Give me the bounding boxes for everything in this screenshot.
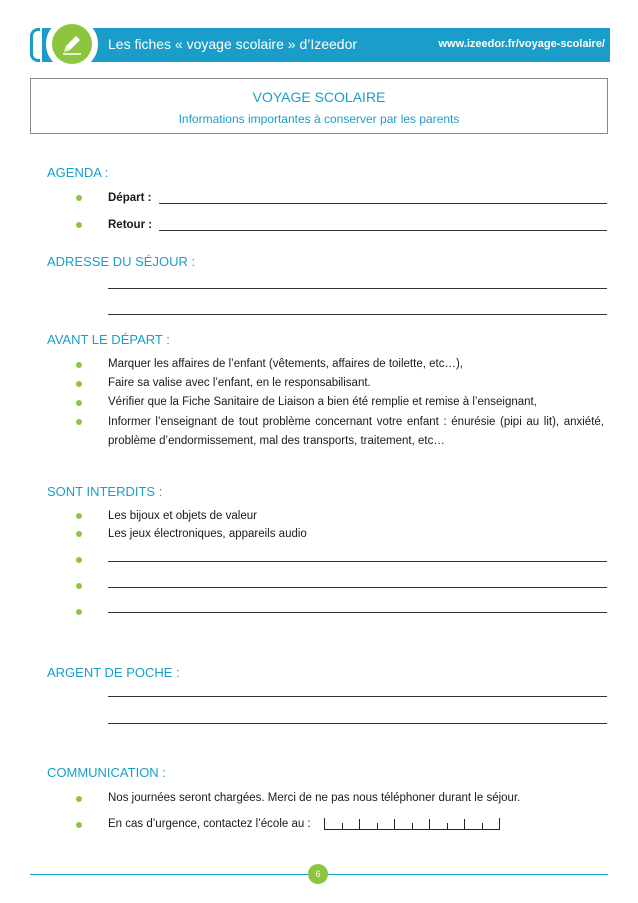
phone-digit-separator bbox=[482, 823, 483, 829]
section-pocket-money-title: ARGENT DE POCHE : bbox=[47, 665, 180, 680]
bullet-icon bbox=[76, 381, 82, 387]
list-item: Faire sa valise avec l’enfant, en le responsabilisant. bbox=[108, 377, 371, 389]
list-item: Marquer les affaires de l’enfant (vêtements, affaires de toilette, etc…), bbox=[108, 358, 463, 370]
section-address-title: ADRESSE DU SÉJOUR : bbox=[47, 254, 196, 269]
list-item: Nos journées seront chargées. Merci de ne pas nous téléphoner durant le séjour. bbox=[108, 792, 521, 804]
page-number: 6 bbox=[308, 864, 328, 884]
bullet-icon bbox=[76, 557, 82, 563]
list-item: En cas d’urgence, contactez l’école au : bbox=[108, 818, 311, 830]
section-agenda-title: AGENDA : bbox=[47, 165, 109, 180]
bullet-icon bbox=[76, 222, 82, 228]
departure-field[interactable] bbox=[159, 203, 607, 204]
bullet-icon bbox=[76, 419, 82, 425]
bullet-icon bbox=[76, 796, 82, 802]
phone-digit-separator bbox=[429, 819, 430, 829]
forbidden-field-line-1[interactable] bbox=[108, 561, 607, 562]
bullet-icon bbox=[76, 513, 82, 519]
return-label: Retour : bbox=[108, 219, 153, 231]
phone-digit-separator bbox=[342, 823, 343, 829]
document-subtitle: Informations importantes à conserver par les parents bbox=[178, 112, 460, 126]
phone-digit-separator bbox=[394, 819, 395, 829]
address-field-line-1[interactable] bbox=[108, 288, 607, 289]
list-item: Les bijoux et objets de valeur bbox=[108, 510, 257, 522]
return-field[interactable] bbox=[159, 230, 607, 231]
header-bracket bbox=[30, 28, 40, 62]
phone-digit-separator bbox=[447, 823, 448, 829]
logo-badge bbox=[52, 24, 92, 64]
phone-digit-separator bbox=[412, 823, 413, 829]
document-title: VOYAGE SCOLAIRE bbox=[252, 89, 386, 105]
departure-label: Départ : bbox=[108, 192, 152, 204]
forbidden-field-line-3[interactable] bbox=[108, 612, 607, 613]
header-title: Les fiches « voyage scolaire » d’Izeedor bbox=[108, 36, 358, 52]
pocket-money-field-line-1[interactable] bbox=[108, 696, 607, 697]
phone-digit-separator bbox=[377, 823, 378, 829]
list-item: Vérifier que la Fiche Sanitaire de Liaison a bien été remplie et remise à l’enseignant, bbox=[108, 396, 537, 408]
list-item: Les jeux électroniques, appareils audio bbox=[108, 528, 307, 540]
bullet-icon bbox=[76, 583, 82, 589]
pocket-money-field-line-2[interactable] bbox=[108, 723, 607, 724]
bullet-icon bbox=[76, 609, 82, 615]
pencil-icon bbox=[60, 32, 84, 56]
bullet-icon bbox=[76, 195, 82, 201]
phone-digit-separator bbox=[464, 819, 465, 829]
phone-number-field[interactable] bbox=[324, 818, 500, 830]
section-communication-title: COMMUNICATION : bbox=[47, 765, 166, 780]
phone-digit-separator bbox=[359, 819, 360, 829]
bullet-icon bbox=[76, 362, 82, 368]
bullet-icon bbox=[76, 822, 82, 828]
list-item: Informer l’enseignant de tout problème concernant votre enfant : énurésie (pipi au lit), anxiété, problème d’endormissement, mal des transports, traitement, etc… bbox=[108, 416, 604, 447]
logo bbox=[46, 18, 98, 70]
title-box bbox=[30, 78, 608, 134]
section-before-departure-title: AVANT LE DÉPART : bbox=[47, 332, 170, 347]
forbidden-field-line-2[interactable] bbox=[108, 587, 607, 588]
address-field-line-2[interactable] bbox=[108, 314, 607, 315]
header-url[interactable]: www.izeedor.fr/voyage-scolaire/ bbox=[438, 38, 605, 50]
bullet-icon bbox=[76, 400, 82, 406]
bullet-icon bbox=[76, 531, 82, 537]
section-forbidden-title: SONT INTERDITS : bbox=[47, 484, 163, 499]
